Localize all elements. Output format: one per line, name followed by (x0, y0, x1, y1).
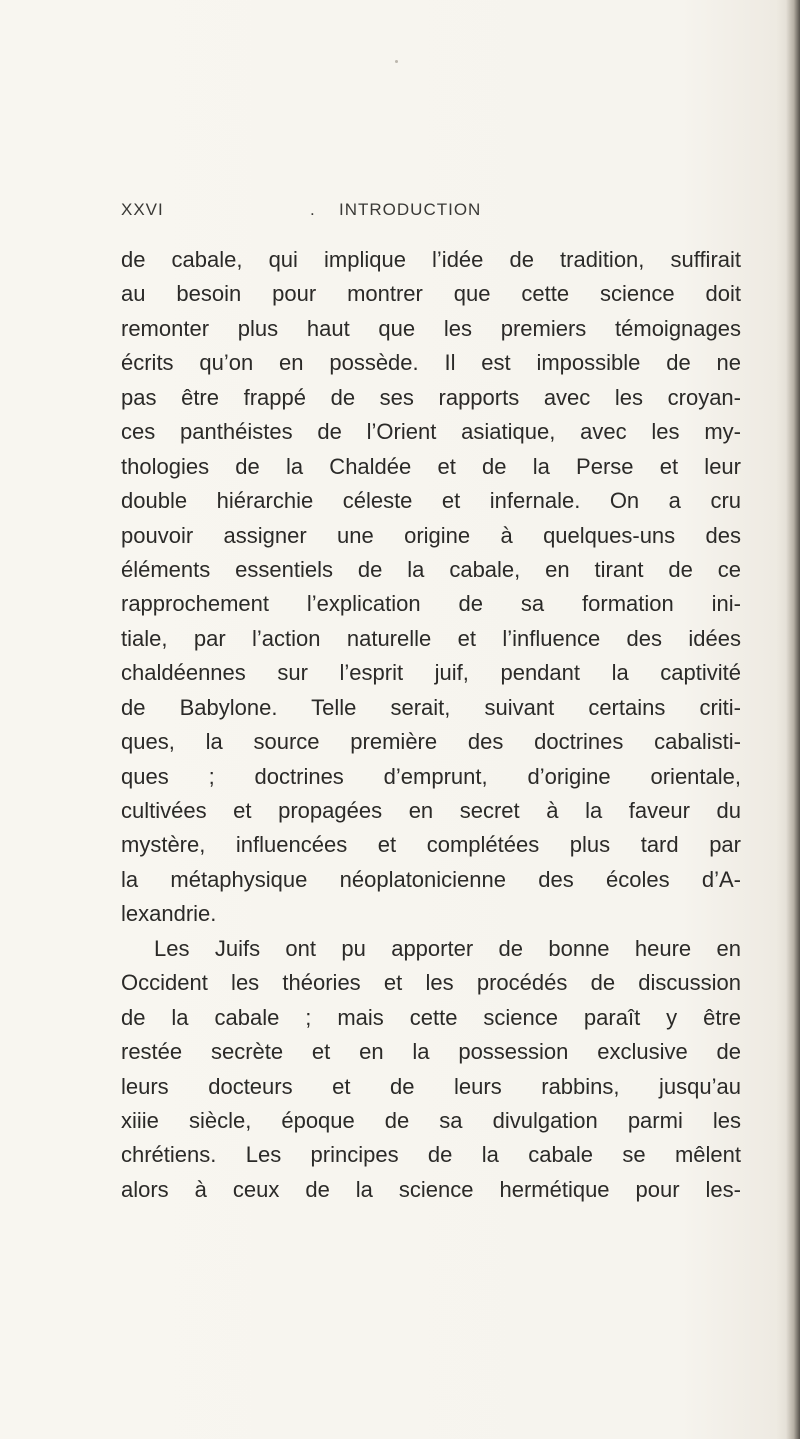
text-line: mystère, influencées et complétées plus tard par (121, 832, 741, 858)
text-line: restée secrète et en la possession exclusive de (121, 1039, 741, 1065)
running-title: INTRODUCTION (339, 200, 482, 219)
text-line: pouvoir assigner une origine à quelques-uns des (121, 522, 741, 548)
text-line: tiale, par l’action naturelle et l’influence des idées (121, 625, 741, 651)
text-line: pas être frappé de ses rapports avec les croyan- (121, 384, 741, 410)
text-line: écrits qu’on en possède. Il est impossible de ne (121, 350, 741, 376)
text-line: de Babylone. Telle serait, suivant certains criti- (121, 694, 741, 720)
running-head (121, 200, 681, 226)
body-text (121, 243, 741, 1207)
text-line: éléments essentiels de la cabale, en tirant de ce (121, 556, 741, 582)
header-mark: . (310, 200, 316, 219)
text-line: alors à ceux de la science hermétique pour les- (121, 1176, 741, 1202)
text-line: chaldéennes sur l’esprit juif, pendant la captivité (121, 660, 741, 686)
text-line: ques ; doctrines d’emprunt, d’origine orientale, (121, 763, 741, 789)
text-line: thologies de la Chaldée et de la Perse et leur (121, 453, 741, 479)
binding-edge-shadow (786, 0, 800, 1439)
text-line: chrétiens. Les principes de la cabale se mêlent (121, 1142, 741, 1168)
page-number: XXVI (121, 200, 164, 219)
text-line: Occident les théories et les procédés de discussion (121, 970, 741, 996)
text-line: xiiie siècle, époque de sa divulgation parmi les (121, 1107, 741, 1133)
text-line: la métaphysique néoplatonicienne des écoles d’A- (121, 866, 741, 892)
text-line: cultivées et propagées en secret à la faveur du (121, 798, 741, 823)
text-line: au besoin pour montrer que cette science doit (121, 281, 741, 307)
text-line: de la cabale ; mais cette science paraît y être (121, 1004, 741, 1030)
paragraph-end-line: lexandrie. (121, 901, 217, 927)
paragraph-start-line: Les Juifs ont pu apporter de bonne heure en (154, 935, 741, 961)
text-line: ques, la source première des doctrines cabalisti- (121, 729, 741, 755)
text-line: ces panthéistes de l’Orient asiatique, avec les my- (121, 419, 741, 445)
text-line: double hiérarchie céleste et infernale. On a cru (121, 488, 741, 514)
text-line: de cabale, qui implique l’idée de tradition, suffirait (121, 247, 741, 272)
text-line: remonter plus haut que les premiers témoignages (121, 315, 741, 341)
text-line: leurs docteurs et de leurs rabbins, jusqu’au (121, 1073, 741, 1099)
text-line: rapprochement l’explication de sa formation ini- (121, 591, 741, 617)
paper-speck (395, 60, 398, 63)
